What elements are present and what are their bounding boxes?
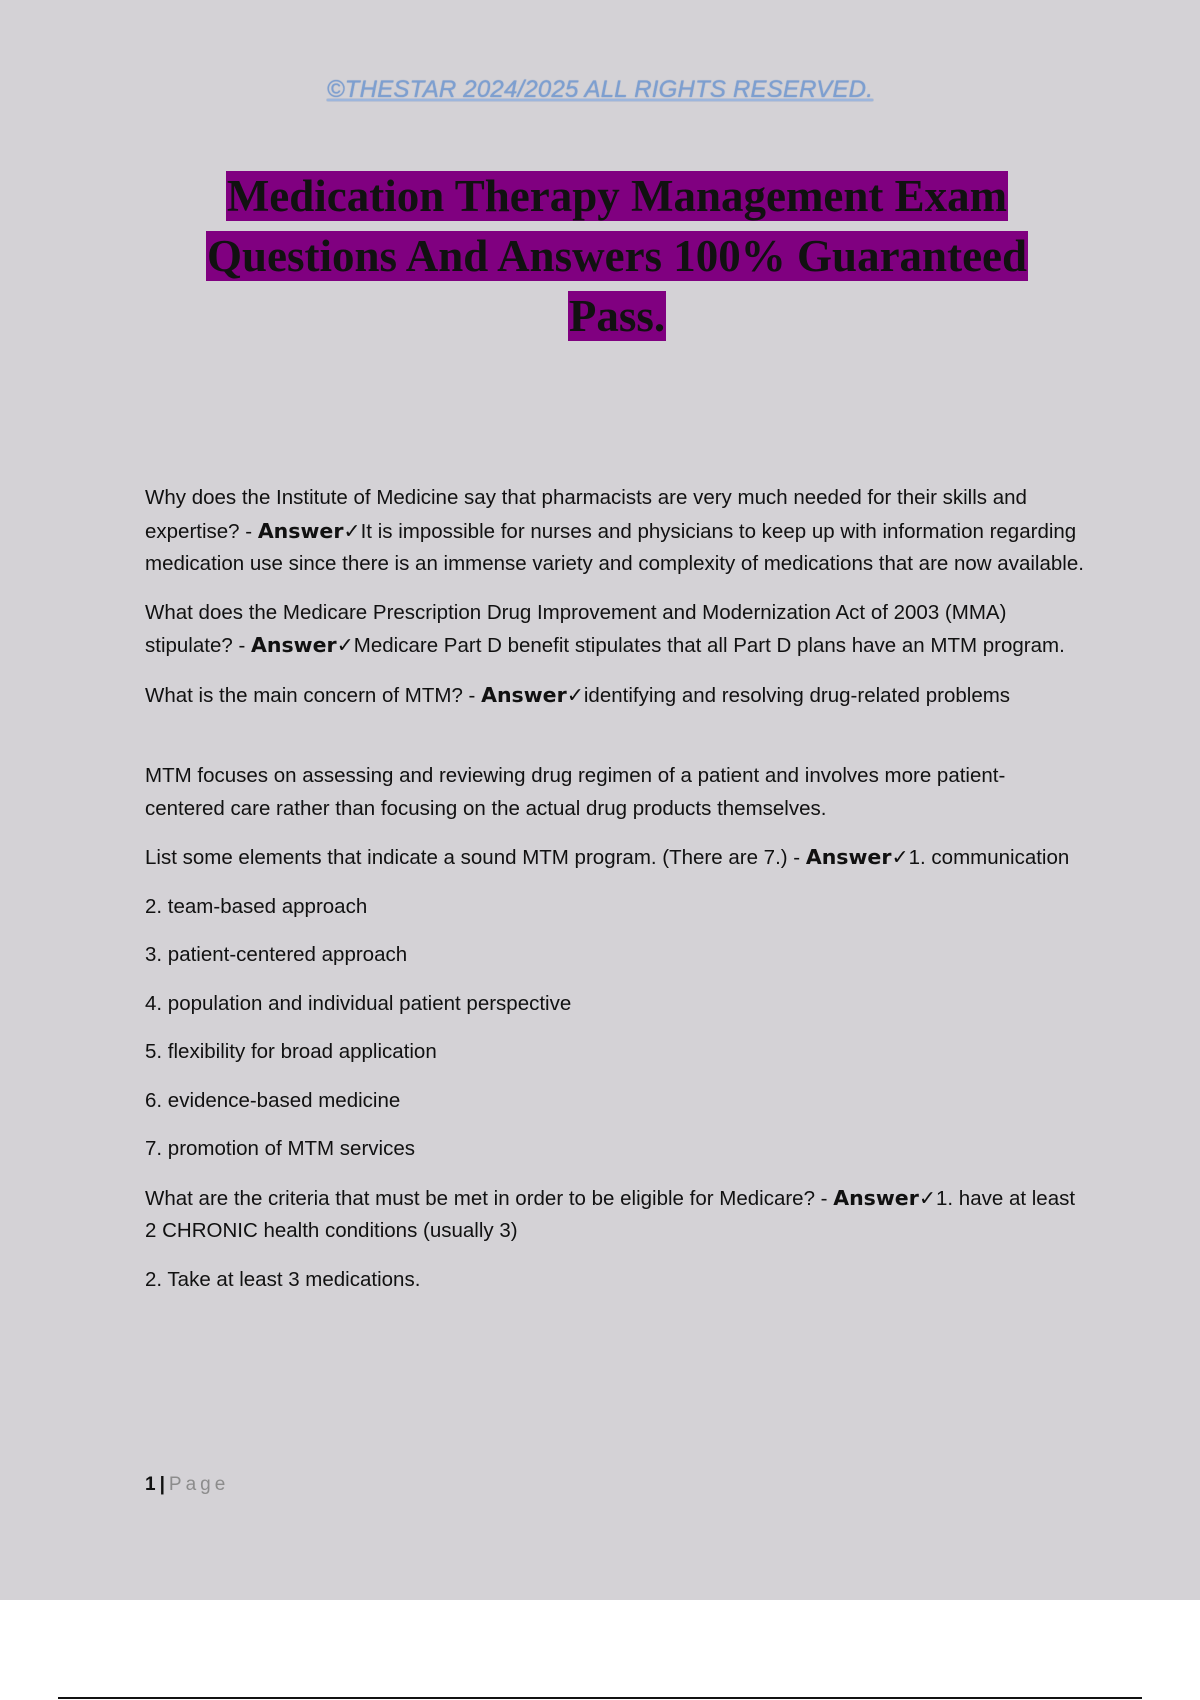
answer-marker: Answer✓	[805, 845, 909, 869]
qa-item-2	[145, 597, 1085, 663]
page-separator: |	[159, 1474, 165, 1495]
page-footer	[145, 1474, 229, 1496]
list-item: 4. population and individual patient perspective	[145, 991, 572, 1015]
qa-item-3	[145, 679, 1085, 713]
answer-text: It is impossible for nurses and physicians to keep up with information regarding medication use since there is an immense variety and complexity of medications that are now available.	[145, 519, 1084, 575]
question-text: What is the main concern of MTM? -	[145, 683, 482, 707]
question-text: What does the Medicare Prescription Drug Improvement and Modernization Act of 2003 (MMA) stipulate? -	[145, 600, 1007, 657]
answer-marker: Answer✓	[250, 633, 354, 657]
title-line-2: Questions And Answers 100% Guaranteed	[206, 231, 1028, 281]
page-label: Page	[168, 1474, 230, 1495]
list-item: 5. flexibility for broad application	[145, 1040, 437, 1063]
qa-item-1	[145, 482, 1085, 581]
title-line-3: Pass.	[568, 291, 666, 341]
list-item: 6. evidence-based medicine	[145, 1088, 401, 1112]
qa-content	[145, 482, 1085, 1312]
title-line-1: Medication Therapy Management Exam	[226, 171, 1008, 221]
document-title	[150, 166, 1084, 346]
answer-text: 1. communication	[908, 846, 1070, 869]
question-text: Why does the Institute of Medicine say that pharmacists are very much needed for their skills and expertise? -	[145, 486, 1027, 543]
answer-text: Medicare Part D benefit stipulates that all Part D plans have an MTM program.	[353, 634, 1065, 657]
answer-text: 1. have at least 2 CHRONIC health conditions (usually 3)	[145, 1186, 1076, 1242]
qa-item-elements	[145, 841, 1085, 875]
page-number: 1	[145, 1474, 156, 1495]
list-item: 2. Take at least 3 medications.	[145, 1267, 421, 1291]
list-item: 2. team-based approach	[145, 894, 368, 918]
answer-marker: Answer✓	[481, 682, 584, 707]
list-item: 3. patient-centered approach	[145, 943, 408, 966]
answer-marker: Answer✓	[833, 1185, 936, 1210]
bottom-divider	[58, 1697, 1142, 1699]
answer-text: identifying and resolving drug-related problems	[583, 683, 1011, 707]
list-item: 7. promotion of MTM services	[145, 1137, 415, 1160]
qa-item-criteria	[145, 1182, 1085, 1248]
question-text: What are the criteria that must be met in order to be eligible for Medicare? -	[145, 1186, 834, 1210]
copyright-watermark: ©THESTAR 2024/2025 ALL RIGHTS RESERVED.	[326, 76, 874, 103]
question-text: List some elements that indicate a sound MTM program. (There are 7.) -	[145, 846, 806, 869]
answer-marker: Answer✓	[257, 518, 361, 543]
mtm-focus-paragraph: MTM focuses on assessing and reviewing drug regimen of a patient and involves more patient-centered care rather than focusing on the actual drug products themselves.	[145, 764, 1006, 820]
